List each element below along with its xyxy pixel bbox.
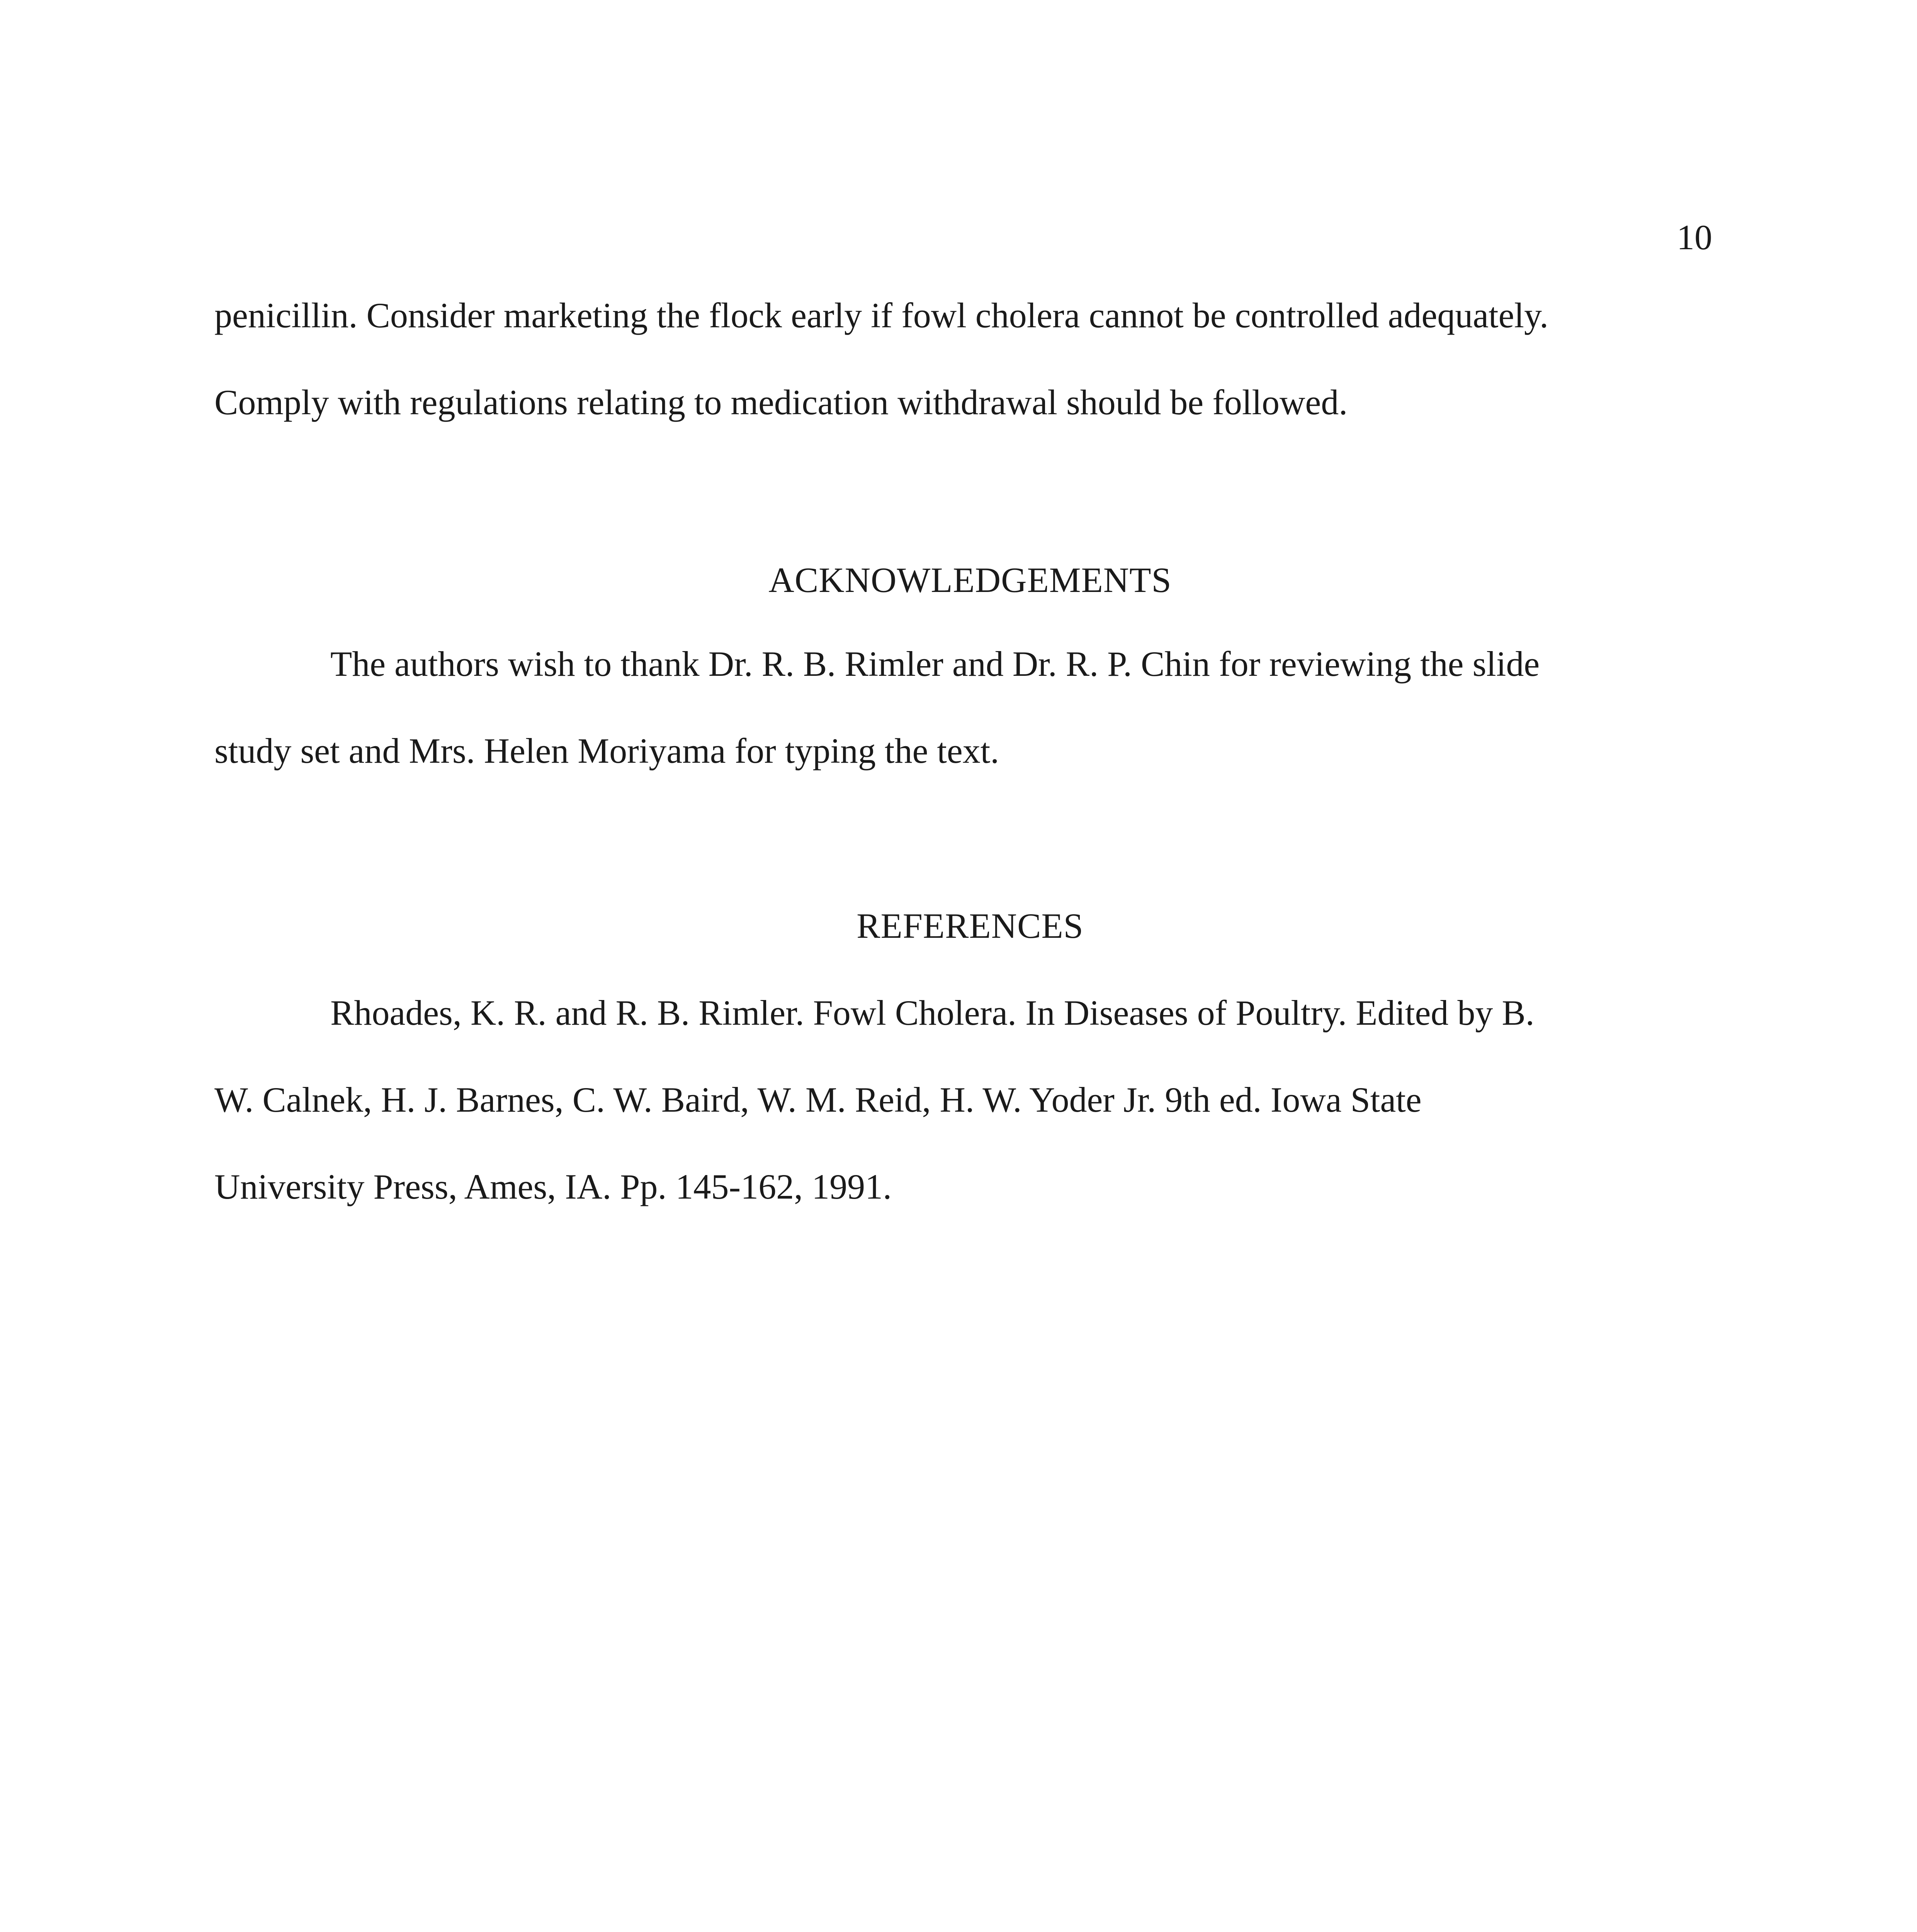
- reference-line-3: University Press, Ames, IA. Pp. 145-162, 1991.: [214, 1167, 892, 1206]
- body-line-1: penicillin. Consider marketing the flock early if fowl cholera cannot be controlled adequately.: [214, 296, 1549, 335]
- acknowledgements-line-2: study set and Mrs. Helen Moriyama for typing the text.: [214, 731, 999, 770]
- page-number: 10: [1677, 218, 1712, 257]
- acknowledgements-line-1: The authors wish to thank Dr. R. B. Rimler and Dr. R. P. Chin for reviewing the slide: [330, 644, 1540, 684]
- reference-line-2: W. Calnek, H. J. Barnes, C. W. Baird, W. M. Reid, H. W. Yoder Jr. 9th ed. Iowa State: [214, 1080, 1422, 1119]
- reference-line-1: Rhoades, K. R. and R. B. Rimler. Fowl Cholera. In Diseases of Poultry. Edited by B.: [330, 993, 1535, 1032]
- body-line-2: Comply with regulations relating to medication withdrawal should be followed.: [214, 383, 1348, 422]
- acknowledgements-heading: ACKNOWLEDGEMENTS: [768, 560, 1172, 600]
- references-heading: REFERENCES: [857, 906, 1084, 946]
